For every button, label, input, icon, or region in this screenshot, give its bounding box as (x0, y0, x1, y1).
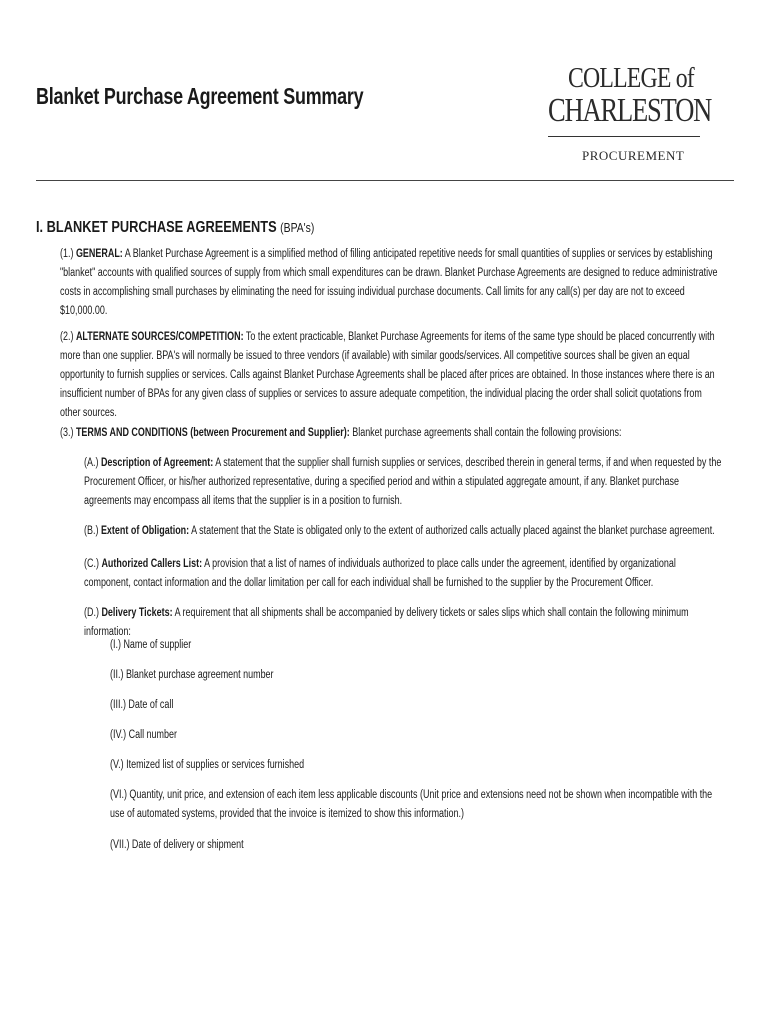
paragraph-extent-of-obligation (84, 522, 724, 541)
paragraph-text: A provision that a list of names of individuals authorized to place calls under the agreement, identified by organizational component, contact information and the dollar limitation per call for each individual shall be furnished to the supplier by the Procurement Officer. (84, 558, 676, 589)
paragraph-terms-conditions (60, 424, 725, 443)
paragraph-text: A requirement that all shipments shall be accompanied by delivery tickets or sales slips which shall contain the following minimum information: (84, 607, 689, 638)
delivery-item-date-of-call: (III.) Date of call (110, 699, 174, 711)
paragraph-label: Description of Agreement: (100, 457, 214, 469)
section-heading (36, 219, 314, 237)
college-of-charleston-logo (548, 62, 712, 164)
delivery-item-date-of-delivery: (VII.) Date of delivery or shipment (110, 839, 244, 851)
paragraph-text: To the extent practicable, Blanket Purchase Agreements for items of the same type should be placed concurrently with more than one supplier. BPA's will normally be issued to three vendors (if available) with similar goods/services. All competitive sources shall be given an equal opportunity to furnish supplies or services. Calls against Blanket Purchase Agreements shall be placed after prices are obtained. In those instances where there is an insufficient number of BPAs for any given class of supplies or services to assure adequate competition, the individual placing the order shall solicit quotations from other sources. (60, 331, 715, 419)
paragraph-text: Blanket purchase agreements shall contain the following provisions: (349, 427, 622, 439)
document-title: Blanket Purchase Agreement Summary (36, 83, 364, 109)
section-heading-text: I. BLANKET PURCHASE AGREEMENTS (36, 219, 277, 236)
logo-divider (548, 136, 700, 137)
paragraph-text: A statement that the State is obligated only to the extent of authorized calls actually placed against the blanket purchase agreement. (189, 525, 715, 537)
delivery-item-name-of-supplier: (I.) Name of supplier (110, 639, 192, 651)
paragraph-number: (3.) (60, 427, 76, 439)
header-divider (36, 180, 734, 181)
paragraph-number: (A.) (84, 457, 101, 469)
logo-line-1: COLLEGE of (568, 62, 694, 94)
logo-department: PROCUREMENT (582, 148, 685, 163)
paragraph-number: (2.) (60, 331, 76, 343)
paragraph-text: A Blanket Purchase Agreement is a simplified method of filling anticipated repetitive needs for small quantities of supplies or services by establishing "blanket" accounts with qualified sources of supply from which small expenditures can be drawn. Blanket Purchase Agreements are designed to reduce administrative costs in accomplishing small purchases by eliminating the need for issuing individual purchase documents. Call limits for any call(s) per day are not to exceed $10,000.00. (60, 248, 718, 317)
paragraph-general (60, 245, 725, 321)
paragraph-description-of-agreement (84, 454, 724, 511)
paragraph-label: Delivery Tickets: (101, 607, 173, 619)
delivery-item-quantity-price: (VI.) Quantity, unit price, and extension of each item less applicable discounts (Unit price and extensions need not be shown when incompatible with the use of automated systems, provided that the invoice is itemized to show this information.) (110, 789, 713, 820)
section-heading-sub: (BPA's) (280, 220, 315, 235)
logo-line-2: CHARLESTON (548, 92, 712, 129)
paragraph-authorized-callers (84, 555, 724, 593)
paragraph-number: (C.) (84, 558, 102, 570)
paragraph-label: Extent of Obligation: (100, 525, 190, 537)
paragraph-number: (B.) (84, 525, 101, 537)
paragraph-label: TERMS AND CONDITIONS (between Procurement and Supplier): (75, 427, 350, 439)
paragraph-label: Authorized Callers List: (101, 558, 203, 570)
paragraph-label: ALTERNATE SOURCES/COMPETITION: (75, 331, 244, 343)
paragraph-number: (1.) (60, 248, 76, 260)
paragraph-number: (D.) (84, 607, 102, 619)
paragraph-label: GENERAL: (75, 248, 123, 260)
delivery-item-call-number: (IV.) Call number (110, 729, 177, 741)
paragraph-text: A statement that the supplier shall furnish supplies or services, described therein in general terms, if and when requested by the Procurement Officer, or his/her authorized representative, during a specified period and within a stipulated aggregate amount, if any. Blanket purchase agreements may encompass all items that the supplier is in a position to furnish. (84, 457, 722, 507)
paragraph-alternate-sources (60, 328, 725, 423)
delivery-item-itemized-list: (V.) Itemized list of supplies or services furnished (110, 759, 305, 771)
delivery-item-agreement-number: (II.) Blanket purchase agreement number (110, 669, 274, 681)
